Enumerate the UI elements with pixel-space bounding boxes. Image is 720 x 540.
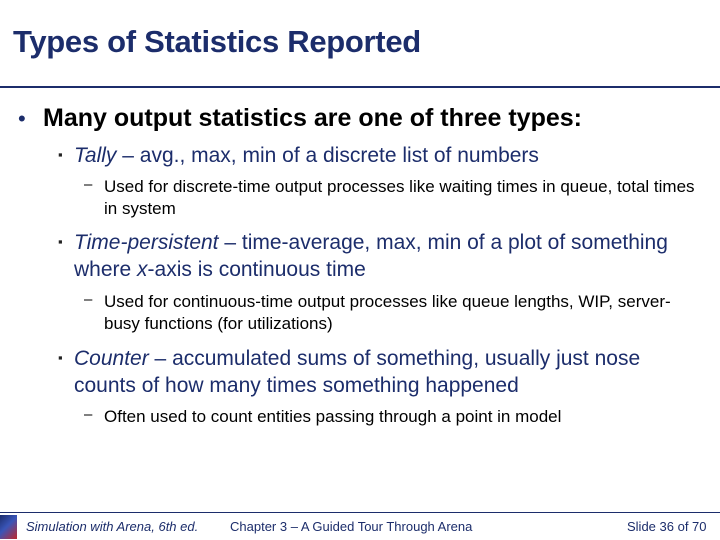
dash-bullet-icon: – [84,406,93,423]
footer-chapter: Chapter 3 – A Guided Tour Through Arena [230,519,473,534]
square-bullet-icon: ▪ [58,147,63,162]
type-text [74,345,704,399]
arena-logo-icon [0,515,17,539]
slide-title: Types of Statistics Reported [13,24,421,59]
square-bullet-icon: ▪ [58,234,63,249]
type-term: Time-persistent [74,231,219,254]
type-definition-variable: x [137,258,148,281]
type-definition: – accumulated sums of something, usually just nose counts of how many times something happened [74,347,641,397]
sub-item-text: Used for continuous-time output processes like queue lengths, WIP, server-busy functions (for utilizations) [104,292,671,333]
square-bullet-icon: ▪ [58,350,63,365]
bullet-dot-icon: • [18,106,26,131]
footer-book-title: Simulation with Arena, 6th ed. [26,519,199,534]
footer-divider [0,512,720,513]
type-definition: – avg., max, min of a discrete list of numbers [116,144,539,167]
type-text [74,229,704,283]
dash-bullet-icon: – [84,176,93,193]
footer-slide-number: Slide 36 of 70 [627,519,707,534]
type-definition-part-b: -axis is continuous time [147,258,366,281]
type-definition-part-a: – time-average, max, min of a plot of something where [74,231,668,281]
type-text [74,142,704,169]
main-bullet-text: Many output statistics are one of three types: [43,104,582,132]
type-term: Counter [74,347,149,370]
type-term: Tally [74,144,117,167]
dash-bullet-icon: – [84,291,93,308]
sub-item-text: Used for discrete-time output processes like waiting times in queue, total times in system [104,177,695,218]
sub-item-text: Often used to count entities passing through a point in model [104,407,562,426]
title-divider [0,86,720,88]
